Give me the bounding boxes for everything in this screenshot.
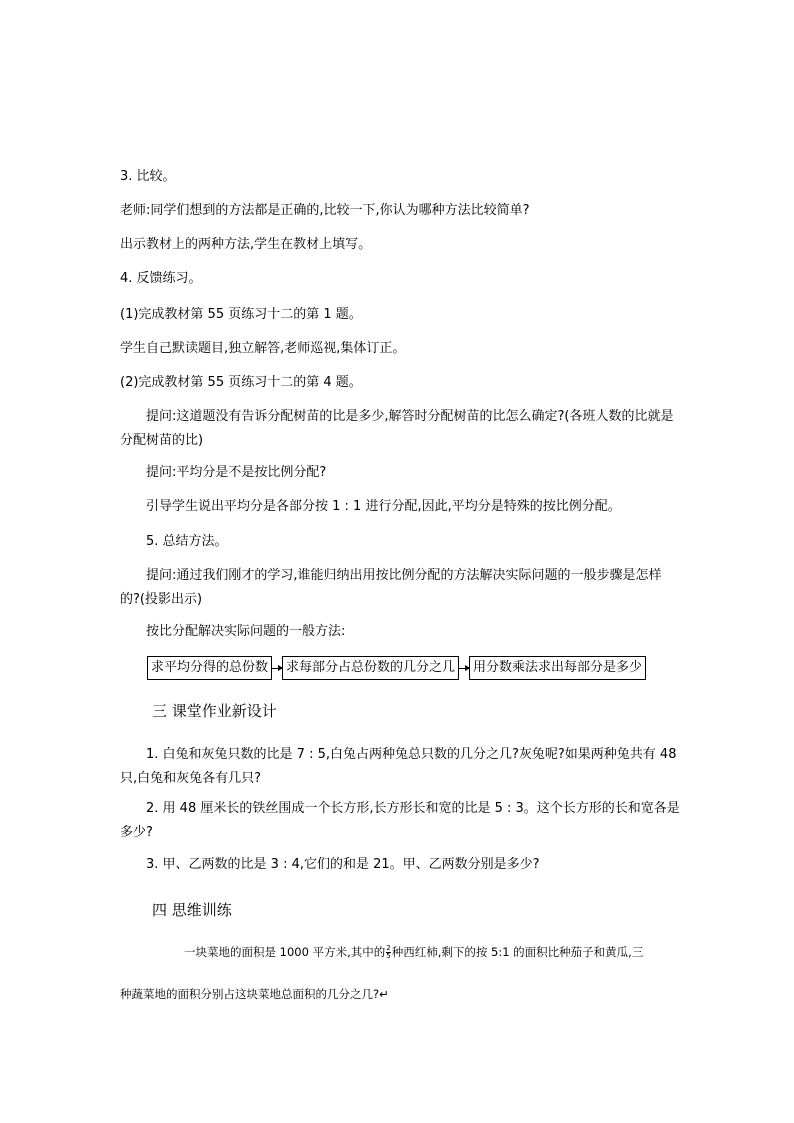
question-average: 提问:平均分是不是按比例分配? (146, 465, 327, 480)
arrow-right-icon (272, 668, 282, 669)
summary-question: 提问:通过我们刚才的学习,谁能归纳出用按比例分配的方法解决实际问题的一般步骤是怎样的?(投影出示) (120, 568, 662, 607)
thinking-problem-line-2: 种蔬菜地的面积分别占这块菜地总面积的几分之几?↵ (120, 987, 389, 1001)
homework-question-3: 3. 甲、乙两数的比是 3 : 4,它们的和是 21。甲、乙两数分别是多少? (146, 857, 540, 872)
fraction (386, 945, 390, 960)
exercise-item-1-note: 学生自己默读题目,独立解答,老师巡视,集体订正。 (120, 341, 406, 356)
section4-heading: 4. 反馈练习。 (120, 271, 202, 286)
fraction-denominator: 5 (386, 952, 391, 960)
exercise-item-1: (1)完成教材第 55 页练习十二的第 1 题。 (120, 307, 362, 322)
guide-average: 引导学生说出平均分是各部分按 1 : 1 进行分配,因此,平均分是特殊的按比例分配。 (146, 499, 621, 514)
method-flowchart (147, 655, 646, 681)
flow-step-2: 求每部分占总份数的几分之几 (282, 656, 459, 680)
section5-heading: 5. 总结方法。 (146, 534, 228, 549)
section3-heading: 3. 比较。 (120, 169, 176, 184)
homework-question-1: 1. 白兔和灰兔只数的比是 7 : 5,白兔占两种兔总只数的几分之几?灰兔呢?如果两种兔共有 48 只,白兔和灰兔各有几只? (120, 747, 677, 786)
part4-heading: 四 思维训练 (152, 901, 232, 919)
teacher-question: 老师:同学们想到的方法都是正确的,比较一下,你认为哪种方法比较简单? (120, 203, 530, 218)
part3-heading: 三 课堂作业新设计 (152, 702, 277, 720)
question-seedling-ratio: 提问:这道题没有告诉分配树苗的比是多少,解答时分配树苗的比怎么确定?(各班人数的比就是分配树苗的比) (120, 409, 674, 448)
fraction-numerator: 2 (386, 944, 391, 952)
problem-text-a: 一块菜地的面积是 1000 平方米,其中的 (184, 945, 386, 959)
flow-step-1: 求平均分得的总份数 (147, 656, 272, 680)
flow-step-3: 用分数乘法求出每部分是多少 (469, 656, 646, 680)
homework-question-2: 2. 用 48 厘米长的铁丝围成一个长方形,长方形长和宽的比是 5 : 3。这个长方形的长和宽各是多少? (120, 801, 680, 840)
thinking-problem-line-1 (120, 942, 680, 962)
exercise-item-2: (2)完成教材第 55 页练习十二的第 4 题。 (120, 375, 362, 390)
problem-text-b: 种西红柿,剩下的按 5:1 的面积比种茄子和黄瓜,三 (391, 945, 644, 959)
arrow-right-icon (459, 668, 469, 669)
show-methods: 出示教材上的两种方法,学生在教材上填写。 (120, 237, 372, 252)
method-title: 按比分配解决实际问题的一般方法: (146, 624, 346, 639)
